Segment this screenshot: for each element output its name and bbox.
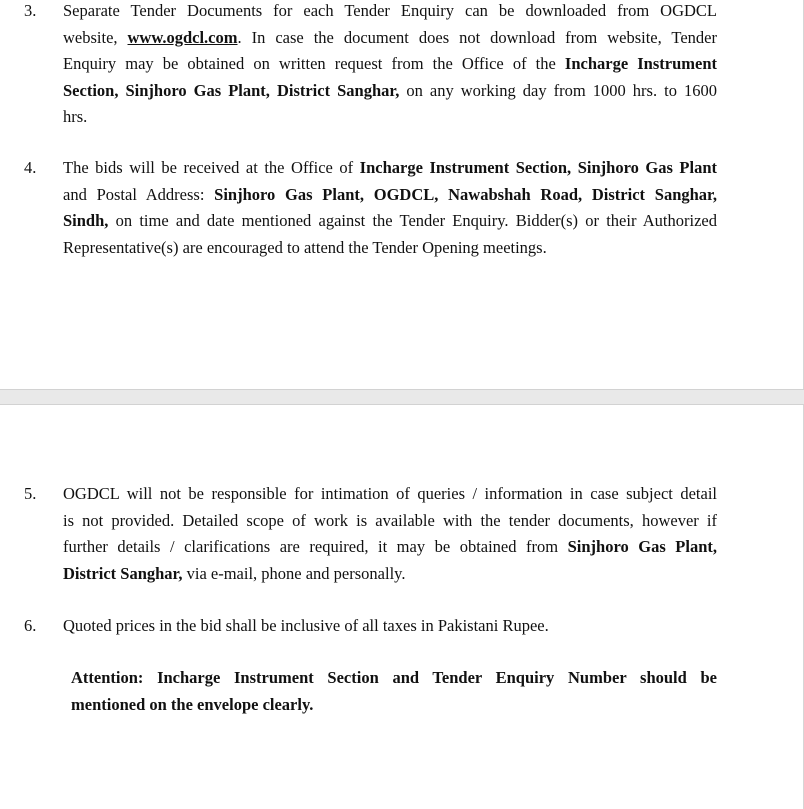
clause-number: 4. [24, 158, 37, 177]
clause-line: The bids will be received at the Office of Incharge Instrument Section, Sinjhoro Gas Plant [63, 158, 717, 177]
attention-note [71, 665, 717, 718]
clause-line: District Sanghar, via e-mail, phone and personally. [63, 563, 406, 583]
clause-line: Section, Sinjhoro Gas Plant, District Sanghar, on any working day from 1000 hrs. to 1600 [63, 80, 717, 100]
website-link[interactable]: www.ogdcl.com [127, 27, 238, 47]
clause-text [63, 481, 717, 587]
clause-text [63, 155, 717, 261]
clause-text [63, 0, 717, 131]
page-separator [0, 389, 804, 405]
clause-line: Separate Tender Documents for each Tender Enquiry can be downloaded from OGDCL [63, 1, 717, 20]
document-page-2 [0, 405, 804, 809]
clause-number: 5. [24, 484, 37, 503]
clause-line: Representative(s) are encouraged to attend the Tender Opening meetings. [63, 237, 547, 257]
clause-line: hrs. [63, 107, 88, 126]
clause-line: OGDCL will not be responsible for intimation of queries / information in case subject detail [63, 484, 717, 503]
clause-line: further details / clarifications are required, it may be obtained from Sinjhoro Gas Plant, [63, 537, 717, 556]
document-page-1 [0, 0, 804, 389]
clause-line: website, www.ogdcl.com. In case the document does not download from website, Tender [63, 27, 718, 47]
clause-line: Quoted prices in the bid shall be inclusive of all taxes in Pakistani Rupee. [63, 616, 549, 635]
clause-text [63, 613, 717, 640]
clause-line: and Postal Address: Sinjhoro Gas Plant, OGDCL, Nawabshah Road, District Sanghar, [63, 184, 717, 204]
attention-line: mentioned on the envelope clearly. [71, 694, 314, 714]
attention-line: Attention: Incharge Instrument Section and Tender Enquiry Number should be [71, 668, 717, 687]
clause-number: 6. [24, 616, 37, 635]
clause-line: is not provided. Detailed scope of work is available with the tender documents, however if [63, 510, 717, 530]
clause-number: 3. [24, 1, 37, 20]
clause-line: Sindh, on time and date mentioned against the Tender Enquiry. Bidder(s) or their Authorized [63, 211, 717, 230]
clause-line: Enquiry may be obtained on written request from the Office of the Incharge Instrument [63, 54, 717, 73]
